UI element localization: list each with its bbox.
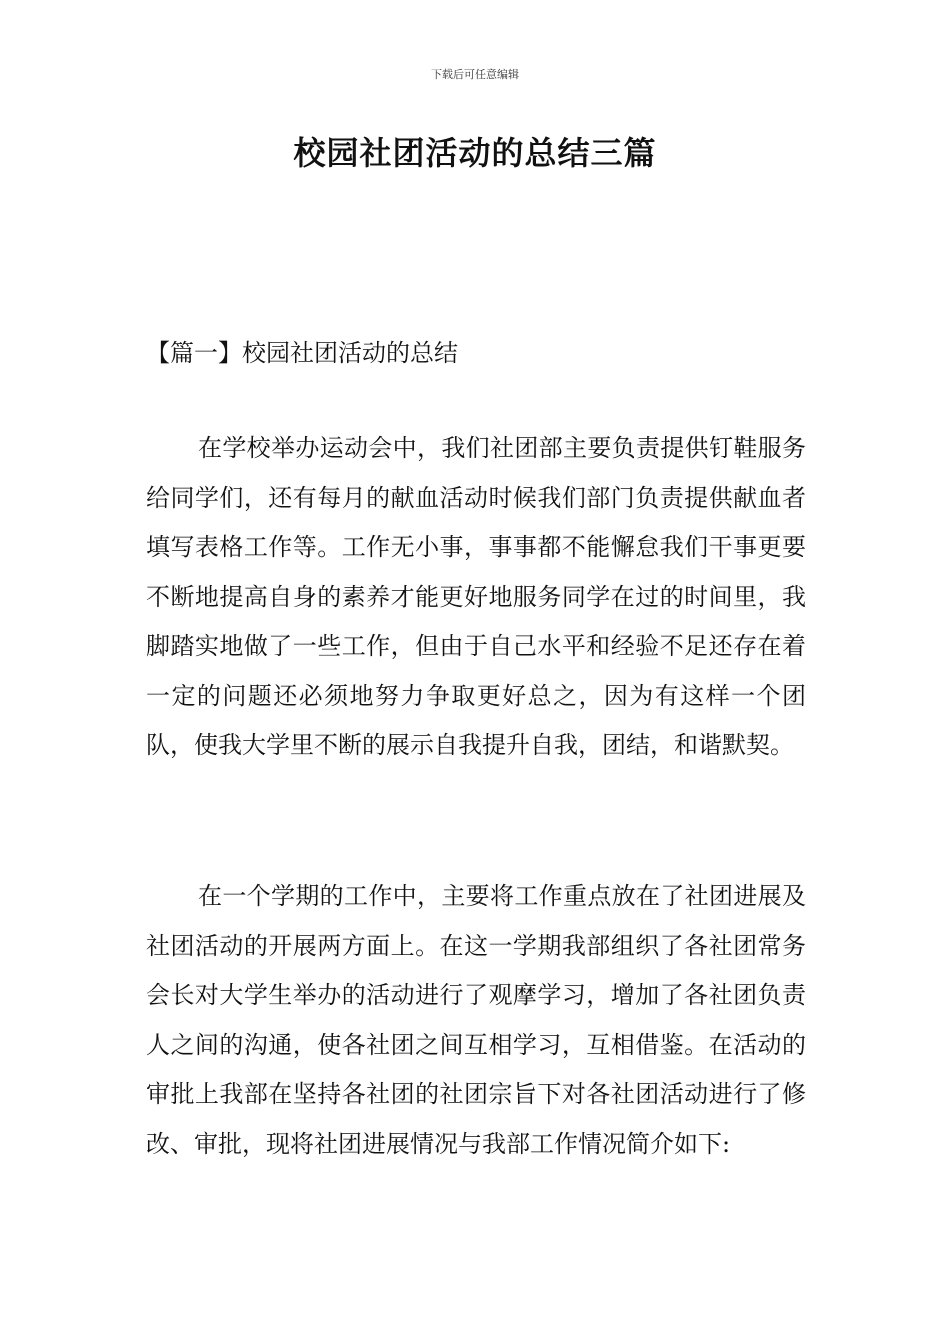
header-note: 下载后可任意编辑: [431, 68, 519, 81]
section-heading: 【篇一】校园社团活动的总结: [146, 339, 458, 367]
paragraph-2: 在一个学期的工作中，主要将工作重点放在了社团进展及社团活动的开展两方面上。在这一学期我部组织了各社团常务会长对大学生举办的活动进行了观摩学习，增加了各社团负责人之间的沟通，使各社团之间互相学习，互相借鉴。在活动的审批上我部在坚持各社团的社团宗旨下对各社团活动进行了修改、审批，现将社团进展情况与我部工作情况简介如下:: [146, 882, 806, 1158]
paragraph-1: 在学校举办运动会中，我们社团部主要负责提供钉鞋服务给同学们，还有每月的献血活动时候我们部门负责提供献血者填写表格工作等。工作无小事，事事都不能懈怠我们干事更要不断地提高自身的素养才能更好地服务同学在过的时间里，我脚踏实地做了一些工作，但由于自己水平和经验不足还存在着一定的问题还必须地努力争取更好总之，因为有这样一个团队，使我大学里不断的展示自我提升自我，团结，和谐默契。: [146, 434, 806, 759]
document-title: 校园社团活动的总结三篇: [293, 134, 657, 172]
